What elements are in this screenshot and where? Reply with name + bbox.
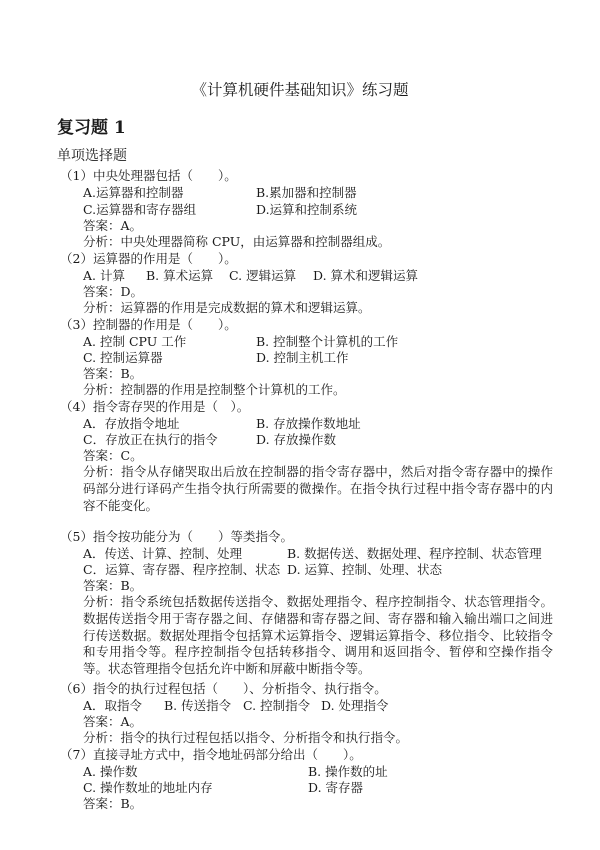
subsection-title: 单项选择题 [57, 148, 127, 164]
option-d: D. 运算、控制、处理、状态 [287, 562, 443, 577]
question-stem: （4）指令寄存哭的作用是（ ）。 [60, 399, 250, 414]
answer: 答案：A。 [83, 714, 143, 729]
option-c: C．运算、寄存器、程序控制、状态 [83, 562, 281, 577]
option-b: B. 算术运算 [146, 268, 214, 283]
question-stem: （6）指令的执行过程包括（ ）、分析指令、执行指令。 [60, 681, 387, 696]
option-b: B. 传送指令 [164, 698, 232, 713]
option-a: A．传送、计算、控制、处理 [83, 546, 243, 561]
option-d: D. 存放操作数 [256, 432, 337, 447]
option-d: D. 处理指令 [321, 698, 389, 713]
option-c: C. 操作数址的地址内存 [83, 780, 213, 795]
answer: 答案：B。 [83, 796, 143, 811]
question-stem: （5）指令按功能分为（ ）等类指令。 [60, 529, 293, 544]
question-stem: （1）中央处理器包括（ ）。 [60, 168, 237, 183]
option-a: A. 控制 CPU 工作 [83, 334, 187, 349]
option-a: A．取指令 [83, 698, 143, 713]
option-c: C. 控制运算器 [83, 350, 163, 365]
answer: 答案：D。 [83, 284, 144, 299]
analysis: 分析：指令系统包括数据传送指令、数据处理指令、程序控制指令、状态管理指令。数据传送指令用于寄存器之间、存储器和寄存器之间、寄存器和输入输出端口之间进行传送数据。数据处理指令包括算术运算指令、逻辑运算指令、移位指令、比较指令和专用指令等。程序控制指令包括转移指令、调用和返回指令、暂停和空操作指令等。状态管理指令包括允许中断和屏蔽中断指令等。 [83, 594, 553, 677]
option-c: C．存放正在执行的指令 [83, 432, 218, 447]
option-d: D. 控制主机工作 [256, 350, 349, 365]
answer: 答案：B。 [83, 578, 143, 593]
section-title: 复习题 1 [57, 118, 126, 138]
option-a: A. 计算 [83, 268, 125, 283]
analysis: 分析：指令从存储哭取出后放在控制器的指令寄存器中，然后对指令寄存器中的操作码部分进行译码产生指令执行所需要的微操作。在指令执行过程中指令寄存器中的内容不能变化。 [83, 464, 553, 513]
option-b: B. 控制整个计算机的工作 [256, 334, 399, 349]
question-stem: （3）控制器的作用是（ ）。 [60, 317, 237, 332]
option-b: B. 操作数的址 [308, 764, 388, 779]
option-c: C. 控制指令 [243, 698, 311, 713]
answer: 答案：A。 [83, 218, 143, 233]
answer: 答案：C。 [83, 448, 143, 463]
option-c: C.运算器和寄存器组 [83, 202, 197, 217]
option-d: D. 寄存器 [308, 780, 364, 795]
analysis: 分析：指令的执行过程包括以指令、分析指令和执行指令。 [83, 730, 409, 745]
analysis: 分析：运算器的作用是完成数据的算术和逻辑运算。 [83, 300, 371, 315]
option-d: D.运算和控制系统 [256, 202, 358, 217]
question-stem: （7）直接寻址方式中，指令地址码部分给出（ ）。 [60, 747, 362, 762]
option-b: B. 数据传送、数据处理、程序控制、状态管理 [287, 546, 542, 561]
option-d: D. 算术和逻辑运算 [313, 268, 419, 283]
option-a: A.运算器和控制器 [83, 185, 184, 200]
question-stem: （2）运算器的作用是（ ）。 [60, 251, 237, 266]
answer: 答案：B。 [83, 366, 143, 381]
option-b: B. 存放操作数地址 [256, 416, 361, 431]
option-a: A. 操作数 [83, 764, 138, 779]
document-title: 《计算机硬件基础知识》练习题 [191, 81, 409, 99]
option-b: B.累加器和控制器 [256, 185, 357, 200]
analysis: 分析：控制器的作用是控制整个计算机的工作。 [83, 382, 346, 397]
option-c: C. 逻辑运算 [229, 268, 297, 283]
analysis: 分析：中央处理器简称 CPU，由运算器和控制器组成。 [83, 234, 391, 249]
option-a: A．存放指令地址 [83, 416, 180, 431]
